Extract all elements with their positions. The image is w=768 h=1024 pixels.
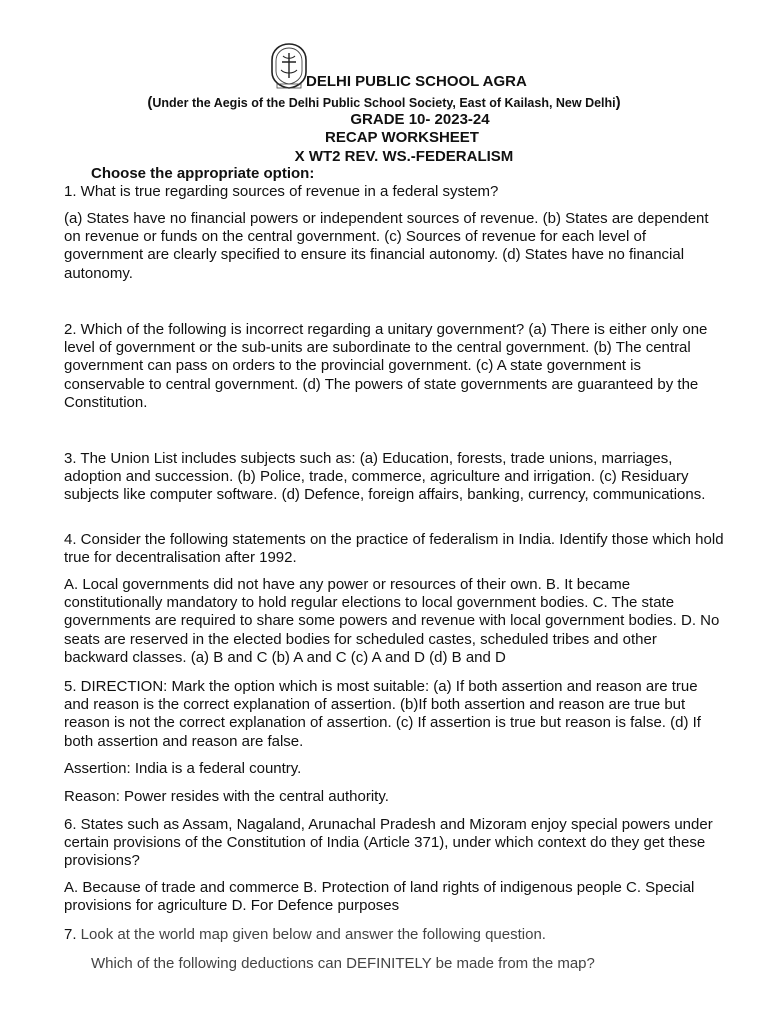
- school-crest-logo: [268, 42, 310, 90]
- question-2: 2. Which of the following is incorrect regarding a unitary government? (a) There is either only one level of government or the sub-units are subordinate to the central government. (b) The central government can pass on orders to the provincial government. (c) A state government is conservable to central government. (d) The powers of state governments are guaranteed by the Constitution.: [64, 321, 708, 411]
- question-4: 4. Consider the following statements on the practice of federalism in India. Identify those which hold true for decentralisation after 1992.: [64, 531, 724, 567]
- aegis-open-paren: (: [147, 94, 153, 111]
- question-7-subquestion: Which of the following deductions can DEFINITELY be made from the map?: [91, 955, 595, 972]
- question-3: 3. The Union List includes subjects such as: (a) Education, forests, trade unions, marriages, adoption and succession. (b) Police, trade, commerce, agriculture and irrigation. (c) Residuary subjects like computer software. (d) Defence, foreign affairs, banking, currency, communications.: [64, 450, 706, 504]
- question-5-reason: Reason: Power resides with the central authority.: [64, 788, 389, 805]
- aegis-close-paren: ): [615, 94, 621, 111]
- worksheet-subtitle: X WT2 REV. WS.-FEDERALISM: [294, 148, 514, 165]
- question-7: [64, 926, 724, 944]
- question-7-text: Look at the world map given below and answer the following question.: [76, 926, 546, 943]
- question-6-options: A. Because of trade and commerce B. Protection of land rights of indigenous people C. Special provisions for agriculture D. For Defence purposes: [64, 879, 695, 915]
- question-6: 6. States such as Assam, Nagaland, Arunachal Pradesh and Mizoram enjoy special powers under certain provisions of the Constitution of India (Article 371), under which context do they get these provisions?: [64, 816, 713, 870]
- question-5: 5. DIRECTION: Mark the option which is most suitable: (a) If both assertion and reason are true and reason is the correct explanation of assertion. (b)If both assertion and reason are true but reason is not the correct explanation of assertion. (c) If assertion is true but reason is false. (d) If both assertion and reason are false.: [64, 678, 701, 750]
- grade-session: GRADE 10- 2023-24: [350, 111, 490, 128]
- worksheet-title: RECAP WORKSHEET: [325, 129, 479, 146]
- school-affiliation: [0, 94, 768, 111]
- instruction-heading: Choose the appropriate option:: [91, 165, 315, 182]
- question-1-options: (a) States have no financial powers or independent sources of revenue. (b) States are dependent on revenue or funds on the central government. (c) Sources of revenue for each level of government are clearly specified to ensure its financial autonomy. (d) States have no financial autonomy.: [64, 210, 709, 282]
- question-1: 1. What is true regarding sources of revenue in a federal system?: [64, 183, 499, 200]
- question-7-number: 7.: [64, 926, 77, 943]
- school-name: DELHI PUBLIC SCHOOL AGRA: [306, 73, 527, 90]
- aegis-text: Under the Aegis of the Delhi Public School Society, East of Kailash, New Delhi: [152, 96, 616, 110]
- question-4-options: A. Local governments did not have any power or resources of their own. B. It became constitutionally mandatory to hold regular elections to local government bodies. C. The state governments are required to share some powers and revenue with local government bodies. D. No seats are reserved in the elected bodies for scheduled castes, scheduled tribes and other backward classes. (a) B and C (b) A and C (c) A and D (d) B and D: [64, 576, 720, 666]
- question-5-assertion: Assertion: India is a federal country.: [64, 760, 302, 777]
